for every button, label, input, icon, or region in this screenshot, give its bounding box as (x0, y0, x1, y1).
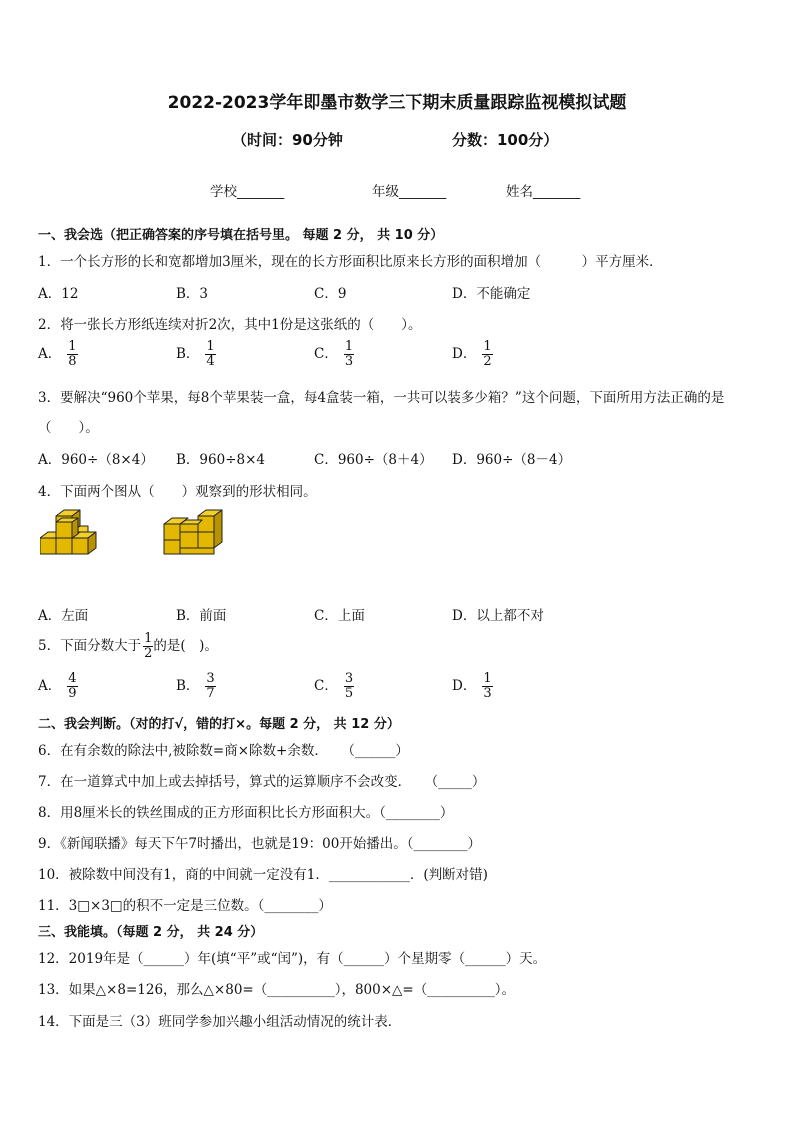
q4-option-b: B．前面 (176, 608, 227, 624)
cube-front-face (56, 538, 72, 554)
cube-figure-1 (40, 508, 104, 560)
denominator: 2 (144, 646, 153, 661)
question-1-text: 1．一个长方形的长和宽都增加3厘米，现在的长方形面积比原来长方形的面积增加（ ）平方厘米． (38, 254, 663, 270)
option-label: C． (314, 678, 338, 694)
exam-score: 分数：100分） (452, 131, 559, 149)
denominator: 2 (483, 354, 492, 369)
question-5-text (38, 632, 218, 661)
numerator: 1 (483, 339, 492, 354)
q2-option-a (38, 340, 78, 369)
option-label: C． (314, 346, 338, 362)
q1-option-b: B．3 (176, 286, 209, 302)
cube-front-face (164, 524, 180, 540)
fraction (344, 340, 354, 369)
question-3-blank: （ ）。 (38, 420, 99, 436)
q1-option-a: A．12 (38, 286, 79, 302)
cube-side-face (214, 510, 222, 548)
denominator: 8 (68, 354, 77, 369)
section-heading-2: 二、我会判断。（对的打√，错的打×。每题 2 分， 共 12 分） (38, 717, 400, 732)
question-4-text: 4．下面两个图从（ ）观察到的形状相同。 (38, 484, 317, 500)
denominator: 3 (483, 686, 492, 701)
q4-option-c: C．上面 (314, 608, 365, 624)
name-field: 姓名_______ (506, 184, 581, 200)
question-3-text: 3．要解决“960个苹果，每8个苹果装一盒，每4盒装一箱，一共可以装多少箱？”这个问题，下面所用方法正确的是 (38, 390, 725, 406)
option-label: D． (452, 678, 477, 694)
q4-option-a: A．左面 (38, 608, 89, 624)
question-13-text: 13．如果△×8=126，那么△×80=（__________），800×△=（__________）。 (38, 982, 515, 998)
q5-option-c (314, 672, 354, 701)
fraction (482, 672, 492, 701)
fraction (67, 340, 77, 369)
question-12-text: 12．2019年是（______）年(填“平”或“闰”)，有（______）个星期零（______）天。 (38, 951, 547, 967)
numerator: 3 (206, 671, 215, 686)
numerator: 1 (483, 671, 492, 686)
exam-time: （时间：90分钟 (232, 131, 343, 149)
numerator: 1 (344, 339, 354, 354)
q3-option-c: C．960÷（8＋4） (314, 452, 433, 468)
question-14-text: 14．下面是三（3）班同学参加兴趣小组活动情况的统计表． (38, 1014, 402, 1030)
q5-option-d (452, 672, 493, 701)
option-label: A． (38, 346, 62, 362)
cube-front-face (56, 522, 72, 538)
q1-option-c: C．9 (314, 286, 347, 302)
cube-front-face (180, 532, 198, 548)
numerator: 4 (68, 671, 77, 686)
fraction (482, 340, 492, 369)
q3-option-b: B．960÷8×4 (176, 452, 265, 468)
page-title: 2022-2023学年即墨市数学三下期末质量跟踪监视模拟试题 (167, 93, 627, 113)
q1-option-d: D．不能确定 (452, 286, 531, 302)
option-label: A． (38, 678, 62, 694)
fraction (143, 632, 153, 661)
question-2-text: 2．将一张长方形纸连续对折2次，其中1份是这张纸的（ ）。 (38, 317, 422, 333)
cube-figure-2 (160, 508, 226, 560)
cube-front-face (40, 538, 56, 554)
cube-front-face (72, 538, 88, 554)
denominator: 3 (344, 354, 354, 369)
section-heading-1: 一、我会选（把正确答案的序号填在括号里。 每题 2 分， 共 10 分） (38, 228, 444, 243)
grade-field: 年级_______ (372, 184, 447, 200)
section-heading-3: 三、我能填。（每题 2 分， 共 24 分） (38, 925, 264, 940)
school-field: 学校_______ (210, 184, 285, 200)
question-7-text: 7．在一道算式中加上或去掉括号，算式的运算顺序不会改变． （_____） (38, 774, 486, 790)
fraction (344, 672, 354, 701)
option-label: D． (452, 346, 477, 362)
q2-option-d (452, 340, 493, 369)
q4-option-d: D．以上都不对 (452, 608, 544, 624)
numerator: 1 (206, 339, 215, 354)
question-10-text: 10．被除数中间没有1，商的中间就一定没有1．____________．(判断对错) (38, 867, 488, 883)
denominator: 5 (344, 686, 354, 701)
question-6-text: 6．在有余数的除法中,被除数=商×除数+余数． （______） (38, 743, 409, 759)
cube-front-face (180, 548, 214, 554)
question-11-text: 11．3□×3□的积不一定是三位数。（________） (38, 898, 332, 914)
q2-option-c (314, 340, 354, 369)
cube-front-face (198, 516, 214, 532)
q5-option-b (176, 672, 216, 701)
q2-option-b (176, 340, 216, 369)
numerator: 3 (344, 671, 354, 686)
cube-front-face (180, 524, 198, 532)
fraction (205, 340, 215, 369)
cube-front-face (164, 540, 180, 554)
q5-option-a (38, 672, 78, 701)
question-5-prefix: 5．下面分数大于 (38, 638, 142, 654)
q3-option-d: D．960÷（8－4） (452, 452, 572, 468)
denominator: 9 (68, 686, 77, 701)
numerator: 1 (144, 631, 153, 646)
question-8-text: 8．用8厘米长的铁丝围成的正方形面积比长方形面积大。（________） (38, 805, 454, 821)
cube-front-face (198, 532, 214, 548)
question-5-suffix: 的是( )。 (153, 638, 218, 654)
denominator: 4 (206, 354, 215, 369)
fraction (67, 672, 77, 701)
fraction (205, 672, 215, 701)
numerator: 1 (68, 339, 77, 354)
q3-option-a: A．960÷（8×4） (38, 452, 154, 468)
option-label: B． (176, 678, 200, 694)
denominator: 7 (206, 686, 215, 701)
option-label: B． (176, 346, 200, 362)
question-9-text: 9．《新闻联播》每天下午7时播出，也就是19：00开始播出。（________） (38, 836, 482, 852)
